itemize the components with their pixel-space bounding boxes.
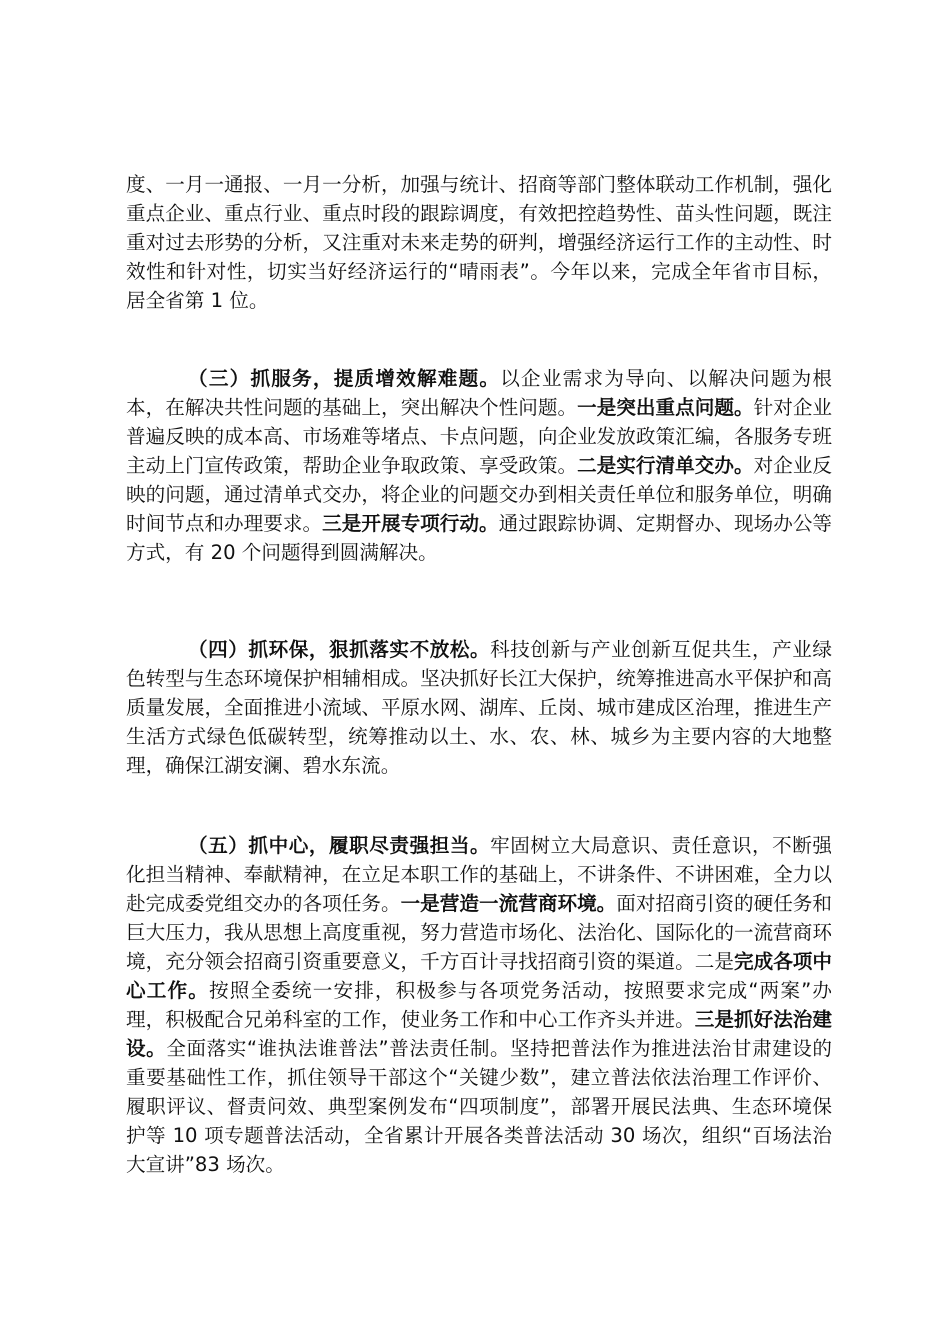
section-heading: （三）抓服务，提质增效解难题。	[188, 367, 501, 390]
point-heading: 完成各项中心工作。	[126, 950, 833, 1002]
point-heading: 一是突出重点问题。	[577, 396, 754, 419]
section-heading: （四）抓环保，狠抓落实不放松。	[188, 638, 491, 661]
point-heading: 二是实行清单交办。	[577, 454, 754, 477]
paragraph-text: 针对企业普遍反映的成本高、市场难等堵点、卡点问题，向企业发放政策汇编，各服务专班主动上门宣传政策，帮助企业争取政策、享受政策。	[126, 396, 833, 477]
paragraph-central-work	[126, 831, 832, 1179]
point-heading: 三是开展专项行动。	[322, 512, 499, 535]
paragraph-text: 通过跟踪协调、定期督办、现场办公等方式，有 20 个问题得到圆满解决。	[126, 512, 833, 564]
paragraph-service	[126, 364, 832, 567]
paragraph-environment	[126, 635, 832, 780]
paragraph-economic-monitoring	[126, 170, 832, 315]
paragraph-text: 全面落实“谁执法谁普法”普法责任制。坚持把普法作为推进法治甘肃建设的重要基础性工作，抓住领导干部这个“关键少数”，建立普法依法治理工作评价、履职评议、督责问效、典型案例发布“四项制度”，部署开展民法典、生态环境保护等 10 项专题普法活动，全省累计开展各类普法活动 30 场次，组织“百场法治大宣讲”83 场次。	[126, 1037, 832, 1176]
paragraph-text: 度、一月一通报、一月一分析，加强与统计、招商等部门整体联动工作机制，强化重点企业、重点行业、重点时段的跟踪调度，有效把控趋势性、苗头性问题，既注重对过去形势的分析，又注重对未来走势的研判，增强经济运行工作的主动性、时效性和针对性，切实当好经济运行的“晴雨表”。今年以来，完成全年省市目标，居全省第 1 位。	[126, 173, 832, 312]
paragraph-text: 科技创新与产业创新互促共生，产业绿色转型与生态环境保护相辅相成。坚决抓好长江大保护，统筹推进高水平保护和高质量发展，全面推进小流域、平原水网、湖库、丘岗、城市建成区治理，推进生产生活方式绿色低碳转型，统筹推动以土、水、农、林、城乡为主要内容的大地整理，确保江湖安澜、碧水东流。	[126, 638, 833, 777]
point-heading: 三是抓好法治建设。	[126, 1008, 833, 1060]
paragraph-text: 面对招商引资的硬任务和巨大压力，我从思想上高度重视，努力营造市场化、法治化、国际化的一流营商环境，充分领会招商引资重要意义，千方百计寻找招商引资的渠道。二是	[126, 892, 833, 973]
paragraph-text: 以企业需求为导向、以解决问题为根本，在解决共性问题的基础上，突出解决个性问题。	[126, 367, 832, 419]
paragraph-text: 按照全委统一安排，积极参与各项党务活动，按照要求完成“两案”办理，积极配合兄弟科室的工作，使业务工作和中心工作齐头并进。	[126, 979, 832, 1031]
section-heading: （五）抓中心，履职尽责强担当。	[188, 834, 491, 857]
paragraph-text: 牢固树立大局意识、责任意识，不断强化担当精神、奉献精神，在立足本职工作的基础上，不讲条件、不讲困难，全力以赴完成委党组交办的各项任务。	[126, 834, 833, 915]
paragraph-text: 对企业反映的问题，通过清单式交办，将企业的问题交办到相关责任单位和服务单位，明确时间节点和办理要求。	[126, 454, 833, 535]
point-heading: 一是营造一流营商环境。	[400, 892, 617, 915]
